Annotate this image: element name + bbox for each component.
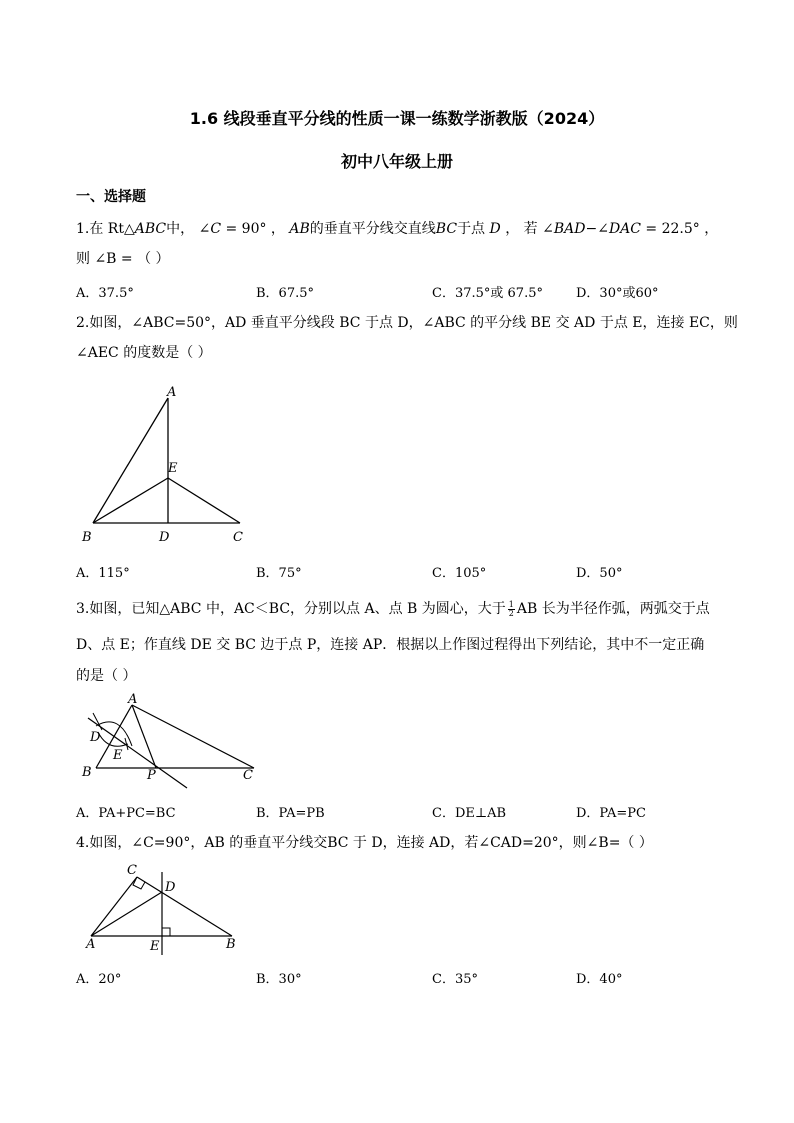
q3-label-a: A <box>128 692 138 707</box>
question-3-option-a[interactable]: A．PA+PC=BC <box>76 806 176 821</box>
q3-label-d: D <box>90 730 101 745</box>
question-1-number: 1. <box>76 221 90 237</box>
q2-label-d: D <box>159 530 170 545</box>
question-1-option-d[interactable]: D．30°或60° <box>576 286 659 301</box>
question-2-option-c[interactable]: C．105° <box>432 566 487 581</box>
q2-label-a: A <box>167 385 177 400</box>
question-3-option-d[interactable]: D．PA=PC <box>576 806 646 821</box>
question-4-option-b[interactable]: B．30° <box>256 972 302 987</box>
q3-label-b: B <box>82 765 92 780</box>
question-3-line2: D、点 E；作直线 DE 交 BC 边于点 P，连接 AP．根据以上作图过程得出下列结论，其中不一定正确 <box>76 637 705 653</box>
question-1-option-a[interactable]: A．37.5° <box>76 286 134 301</box>
document-subtitle: 初中八年级上册 <box>340 152 453 171</box>
q4-label-a: A <box>86 937 96 952</box>
q3-label-c: C <box>243 768 253 783</box>
question-4-line1: 4.如图，∠C=90°，AB 的垂直平分线交BC 于 D，连接 AD，若∠CAD=20°，则∠B=（ ） <box>76 835 653 851</box>
question-3-line3: 的是（ ） <box>76 668 137 684</box>
q2-label-e: E <box>168 461 178 476</box>
question-2-number: 2. <box>76 315 90 331</box>
q4-label-b: B <box>226 937 236 952</box>
question-2-line1: 2.如图，∠ABC=50°，AD 垂直平分线段 BC 于点 D，∠ABC 的平分线 BE 交 AD 于点 E，连接 EC，则 <box>76 315 738 331</box>
question-3-number: 3. <box>76 601 90 617</box>
question-3-option-b[interactable]: B．PA=PB <box>256 806 325 821</box>
q2-label-c: C <box>233 530 243 545</box>
question-4-number: 4. <box>76 835 90 851</box>
q3-label-e: E <box>113 748 123 763</box>
question-2-line2: ∠AEC 的度数是（ ） <box>76 345 212 361</box>
question-2-option-b[interactable]: B．75° <box>256 566 302 581</box>
section-heading: 一、选择题 <box>76 189 146 205</box>
question-2-option-a[interactable]: A．115° <box>76 566 130 581</box>
question-4-option-a[interactable]: A．20° <box>76 972 122 987</box>
question-4-option-c[interactable]: C．35° <box>432 972 478 987</box>
q4-label-c: C <box>127 863 137 878</box>
q3-label-p: P <box>147 768 156 783</box>
q4-label-d: D <box>165 880 176 895</box>
question-1-option-c[interactable]: C．37.5°或 67.5° <box>432 286 543 301</box>
question-1-option-b[interactable]: B．67.5° <box>256 286 314 301</box>
question-4-option-d[interactable]: D．40° <box>576 972 623 987</box>
question-3-option-c[interactable]: C．DE⊥AB <box>432 806 507 821</box>
question-1-line2: 则 ∠B = （ ） <box>76 251 170 267</box>
document-title: 1.6 线段垂直平分线的性质一课一练数学浙教版（2024） <box>189 109 605 128</box>
question-2-option-d[interactable]: D．50° <box>576 566 623 581</box>
q4-label-e: E <box>150 939 160 954</box>
question-1-line1: 1.在 Rt△ABC中， ∠C = 90° ， AB的垂直平分线交直线BC于点 D ， 若 ∠BAD−∠DAC = 22.5° ， <box>76 221 719 237</box>
question-3-line1: 3.如图，已知△ABC 中，AC＜BC，分别以点 A、点 B 为圆心，大于 $\frac{1}{2}$ AB 长为半径作弧，两弧交于点 <box>76 599 710 618</box>
q2-label-b: B <box>82 530 92 545</box>
one-half-fraction: $\frac{1}{2}$ <box>508 599 514 618</box>
